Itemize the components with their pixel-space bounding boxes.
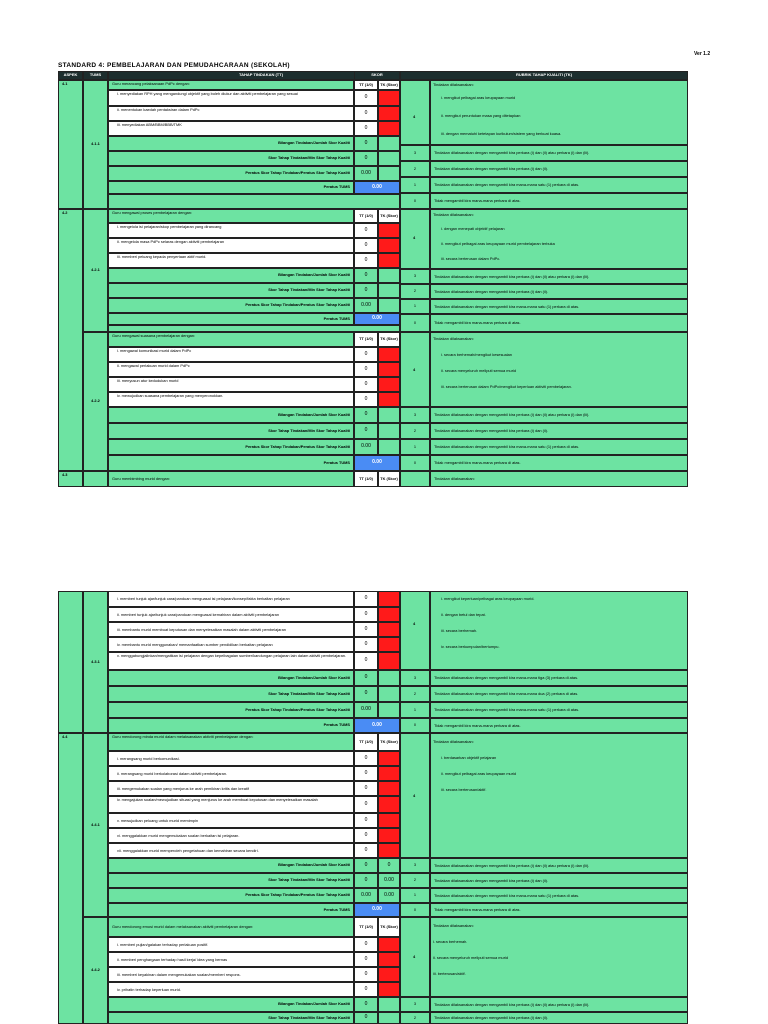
skor-tk [378, 151, 400, 166]
tt-item: v. menggabungjalinkan/mengaitkan isi pelajaran dengan kepelbagaian sumber/kandungan pelajaran lain dalam aktiviti pembelajaran. [108, 652, 354, 670]
peratus-label: Peratus Skor Tahap Tindakan/Peratus Skor Tahap Kualiti [108, 888, 354, 903]
tums-4-1-1: 4.1.1 [83, 80, 108, 209]
rubric-item: ii. mengikut pelbagai aras keupayaan murid [441, 771, 517, 776]
rubric-item: iii. secara berhemah. [441, 628, 478, 633]
tums-label: Peratus TUMS [108, 455, 354, 471]
bilangan-label: Bilangan Tindakan/Jumlah Skor Kualiti [108, 136, 354, 151]
rubric-level-2: 2 [400, 686, 430, 702]
peratus-value: 0.00 [354, 439, 378, 455]
tt-col-label: TT (1/0) [354, 332, 378, 347]
tk-score-cell[interactable] [378, 121, 400, 136]
tums-percent: 0.00 [354, 181, 400, 194]
tums-blank [83, 471, 108, 487]
rubric-item: iv. secara berkumpulan/bertumpu. [441, 644, 500, 649]
tt-intro: Guru mengawal suasana pembelajaran dengan: [108, 332, 354, 347]
col-header-tt: TAHAP TINDAKAN (TT) [108, 71, 414, 80]
col-header-tk: RUBRIK TAHAP KUALITI (TK) [400, 71, 688, 80]
rubric-item: iii. secara berterusan/aktif. [441, 787, 487, 792]
bilangan-label: Bilangan Tindakan/Jumlah Skor Kualiti [108, 997, 354, 1012]
sheet-page-2 [58, 591, 688, 1024]
peratus-tk [378, 702, 400, 718]
rubric-level-3: 3 [400, 269, 430, 284]
aspek-4-1: 4.1 [58, 80, 83, 209]
version-label: Ver 1.2 [694, 51, 711, 57]
tt-item: i. mengawal komunikasi murid dalam PdPc [108, 347, 354, 362]
peratus-label: Peratus Skor Tahap Tindakan/Peratus Skor Tahap Kualiti [108, 702, 354, 718]
tt-input[interactable]: 0 [354, 253, 378, 268]
rubric-level-2: 2 [400, 161, 430, 177]
rubric-level-2: 2 [400, 423, 430, 439]
peratus-label: Peratus Skor Tahap Tindakan/Peratus Skor Tahap Kualiti [108, 166, 354, 181]
aspek-4-3: 4.3 [58, 471, 83, 487]
rubric-level-3: 3 [400, 670, 430, 686]
rubric-desc-0: Tidak mengambil kira mana-mana perkara di atas. [430, 455, 688, 471]
peratus-tk [378, 298, 400, 313]
bilangan-label: Bilangan Tindakan/Jumlah Skor Kualiti [108, 670, 354, 686]
tums-percent: 0.00 [354, 903, 400, 917]
skor-tk [378, 423, 400, 439]
skor-value: 0 [354, 1012, 378, 1024]
bilangan-value: 0 [354, 407, 378, 423]
tums-label: Peratus TUMS [108, 718, 354, 733]
tk-score-cell[interactable] [378, 377, 400, 392]
tt-intro: Guru merancang pelaksanaan PdPc dengan: [108, 80, 354, 90]
tt-input[interactable]: 0 [354, 607, 378, 622]
peratus-tk [378, 166, 400, 181]
tt-input[interactable]: 0 [354, 121, 378, 136]
tt-input[interactable]: 0 [354, 362, 378, 377]
tt-input[interactable]: 0 [354, 796, 378, 813]
peratus-value: 0.00 [354, 166, 378, 181]
peratus-value: 0.00 [354, 888, 378, 903]
tt-item: iii. menyediakan ABM/BBM/BBB/TMK [108, 121, 354, 136]
tk-score-cell[interactable] [378, 106, 400, 121]
tk-score-cell[interactable] [378, 813, 400, 828]
tk-score-cell[interactable] [378, 362, 400, 377]
rubric-description [430, 332, 688, 407]
bilangan-value: 0 [354, 670, 378, 686]
tums-percent: 0.00 [354, 718, 400, 733]
aspek-4-4: 4.4 [58, 733, 83, 1024]
rubric-description [430, 733, 688, 858]
rubric-desc-2: Tindakan dilaksanakan dengan mengambil kira perkara (i) dan (ii). [430, 423, 688, 439]
tt-item: vi. menggalakkan murid mengemukakan soalan berkaitan isi pelajaran. [108, 828, 354, 843]
tt-input[interactable]: 0 [354, 843, 378, 858]
rubric-desc-0: Tidak mengambil kira mana-mana perkara di atas. [430, 718, 688, 733]
tk-score-cell[interactable] [378, 982, 400, 997]
rubric-level-1: 1 [400, 299, 430, 314]
rubric-level-col [400, 591, 430, 670]
bilangan-label: Bilangan Tindakan/Jumlah Skor Kualiti [108, 858, 354, 873]
rubric-description [430, 209, 688, 269]
tt-input[interactable]: 0 [354, 591, 378, 607]
tt-item: iv. mengajukan soalan/mewujudkan situasi yang menjurus ke arah membuat keputusan dan menyelesaikan masalah [108, 796, 354, 813]
rubric-desc-0: Tidak mengambil kira mana-mana perkara di atas. [430, 903, 688, 917]
rubric-desc-2: Tindakan dilaksanakan dengan mengambil kira perkara (i) dan (ii). [430, 1012, 688, 1024]
tk-col-label: TK (Skor) [378, 733, 400, 751]
rubric-item: iii. dengan mematuhi ketetapan kurikulum/sistem yang berkuat kuasa. [441, 131, 562, 136]
bilangan-tk [378, 407, 400, 423]
tums-4-2-1: 4.2.1 [83, 209, 108, 332]
tt-input[interactable]: 0 [354, 347, 378, 362]
tums-percent: 0.00 [354, 455, 400, 471]
tums-4-3-1: 4.3.1 [83, 591, 108, 733]
tk-score-cell[interactable] [378, 347, 400, 362]
rubric-level-1: 1 [400, 702, 430, 718]
skor-label: Skor Tahap Tindakan/Min Skor Tahap Kualiti [108, 1012, 354, 1024]
tt-item: ii. mengawal perlakuan murid dalam PdPc [108, 362, 354, 377]
rubric-item: ii. secara menyeluruh meliputi semua murid [441, 368, 517, 373]
bilangan-tk [378, 670, 400, 686]
rubric-description [430, 80, 688, 145]
tt-col-label: TT (1/0) [354, 209, 378, 223]
tt-input[interactable]: 0 [354, 106, 378, 121]
skor-value: 0 [354, 151, 378, 166]
rubric-intro: Tindakan dilaksanakan: [433, 739, 474, 744]
tt-item: iv. prihatin terhadap keperluan murid. [108, 982, 354, 997]
tt-input[interactable]: 0 [354, 90, 378, 106]
col-header-aspek: ASPEK [58, 71, 83, 80]
skor-label: Skor Tahap Tindakan/Min Skor Tahap Kualiti [108, 873, 354, 888]
skor-tk [378, 283, 400, 298]
rubric-desc-1: Tindakan dilaksanakan dengan mengambil kira mana-mana satu (1) perkara di atas. [430, 702, 688, 718]
tums-label: Peratus TUMS [108, 903, 354, 917]
spacer [108, 325, 400, 332]
tk-score-cell[interactable] [378, 796, 400, 813]
tk-col-label: TK (Skor) [378, 80, 400, 90]
rubric-intro: Tindakan dilaksanakan: [433, 82, 474, 87]
skor-label: Skor Tahap Tindakan/Min Skor Tahap Kualiti [108, 283, 354, 298]
rubric-level-0: 0 [400, 455, 430, 471]
rubric-level-4: 4 [413, 793, 416, 798]
skor-label: Skor Tahap Tindakan/Min Skor Tahap Kualiti [108, 423, 354, 439]
col-header-tums: TUMS [83, 71, 108, 80]
rubric-level-col [400, 471, 430, 487]
rubric-desc-2: Tindakan dilaksanakan dengan mengambil kira mana-mana dua (2) perkara di atas. [430, 686, 688, 702]
rubric-level-2: 2 [400, 1012, 430, 1024]
rubric-level-col [400, 80, 430, 145]
tk-score-cell[interactable] [378, 937, 400, 952]
rubric-item: iii. secara berterusan dalam PdPc/mengikut keperluan aktiviti pembelajaran. [441, 384, 572, 389]
tt-input[interactable]: 0 [354, 652, 378, 670]
rubric-item: ii. mengikut peruntukan masa yang ditetapkan [441, 113, 521, 118]
tt-item: iii. memberi peluang kepada penyertaan aktif murid. [108, 253, 354, 268]
skor-label: Skor Tahap Tindakan/Min Skor Tahap Kualiti [108, 151, 354, 166]
tt-item: iii. membantu murid membuat keputusan dan menyelesaikan masalah dalam aktiviti pembelajaran [108, 622, 354, 637]
peratus-label: Peratus Skor Tahap Tindakan/Peratus Skor Tahap Kualiti [108, 298, 354, 313]
rubric-item: i. berdasarkan objektif pelajaran [441, 755, 497, 760]
rubric-item: ii. mengikut pelbagai aras keupayaan murid pembelajaran terbuka [441, 241, 555, 246]
skor-value: 0 [354, 686, 378, 702]
skor-tk-value: 0.00 [378, 873, 400, 888]
tk-score-cell[interactable] [378, 637, 400, 652]
tt-item: iv. membantu murid menggunakan/ memanfaatkan sumber pendidikan berkaitan pelajaran [108, 637, 354, 652]
tt-input[interactable]: 0 [354, 982, 378, 997]
tt-input[interactable]: 0 [354, 751, 378, 766]
rubric-desc-3: Tindakan dilaksanakan dengan mengambil kira perkara (i) dan (ii) atau perkara (i) dan (iii). [430, 407, 688, 423]
rubric-desc-0: Tidak mengambil kira mana-mana perkara di atas. [430, 314, 688, 332]
rubric-description [430, 591, 688, 670]
tk-score-cell[interactable] [378, 967, 400, 982]
tt-col-label: TT (1/0) [354, 733, 378, 751]
tk-score-cell[interactable] [378, 90, 400, 106]
tt-input[interactable]: 0 [354, 967, 378, 982]
skor-value: 0 [354, 423, 378, 439]
tums-percent: 0.00 [354, 313, 400, 325]
rubric-level-1: 1 [400, 888, 430, 903]
tt-item: i. mengelola isi pelajaran/skop pembelajaran yang dirancang [108, 223, 354, 238]
rubric-description [430, 917, 688, 997]
tt-item: vii. menggalakkan murid memperoleh pengetahuan dan kemahiran secara kendiri. [108, 843, 354, 858]
rubric-item: iii. secara berterusan dalam PdPc. [441, 256, 501, 261]
bilangan-tk-value: 0 [378, 858, 400, 873]
rubric-desc-1: Tindakan dilaksanakan dengan mengambil kira mana-mana satu (1) perkara di atas. [430, 439, 688, 455]
rubric-level-4: 4 [413, 621, 416, 626]
rubric-intro: Tindakan dilaksanakan: [430, 471, 688, 487]
rubric-desc-0: Tidak mengambil kira mana-mana perkara di atas. [430, 193, 688, 209]
tt-item: iii. mengemukakan soalan yang menjurus ke arah pemikiran kritis dan kreatif [108, 781, 354, 796]
rubric-desc-3: Tindakan dilaksanakan dengan mengambil kira perkara (i) dan (ii) atau perkara (i) dan (iii). [430, 145, 688, 161]
rubric-desc-3: Tindakan dilaksanakan dengan mengambil kira perkara (i) dan (ii) atau perkara (i) dan (iii). [430, 858, 688, 873]
bilangan-value: 0 [354, 268, 378, 283]
tk-score-cell[interactable] [378, 751, 400, 766]
rubric-level-4: 4 [413, 367, 416, 372]
tums-4-4-1: 4.4.1 [83, 733, 108, 917]
peratus-tk [378, 439, 400, 455]
rubric-level-3: 3 [400, 997, 430, 1012]
rubric-item: iii. berterusan/aktif. [433, 971, 466, 976]
tums-4-2-2: 4.2.2 [83, 332, 108, 471]
tk-score-cell[interactable] [378, 253, 400, 268]
tt-col-label: TT (1/0) [354, 471, 378, 487]
rubric-level-0: 0 [400, 718, 430, 733]
tt-item: i. memberi tunjuk ajar/tunjuk cara/panduan menguasai isi pelajaran/konsep/fakta berkaitan pelajaran [108, 591, 354, 607]
rubric-intro: Tindakan dilaksanakan: [433, 212, 474, 217]
rubric-level-0: 0 [400, 314, 430, 332]
tt-item: iv. mewujudkan suasana pembelajaran yang menyeronokkan. [108, 392, 354, 407]
bilangan-label: Bilangan Tindakan/Jumlah Skor Kualiti [108, 268, 354, 283]
rubric-level-0: 0 [400, 193, 430, 209]
aspek-4-3-cont [58, 591, 83, 733]
tt-item: i. merangsang murid berkomunikasi. [108, 751, 354, 766]
tt-input[interactable]: 0 [354, 637, 378, 652]
tt-item: ii. mengelola masa PdPc selaras dengan aktiviti pembelajaran [108, 238, 354, 253]
tt-input[interactable]: 0 [354, 937, 378, 952]
tt-input[interactable]: 0 [354, 813, 378, 828]
rubric-desc-3: Tindakan dilaksanakan dengan mengambil kira perkara (i) dan (ii) atau perkara (i) dan (iii). [430, 997, 688, 1012]
tk-score-cell[interactable] [378, 828, 400, 843]
rubric-level-4: 4 [413, 954, 416, 959]
aspek-4-2: 4.2 [58, 209, 83, 471]
tt-item: ii. menentukan kaedah pentaksiran dalam PdPc [108, 106, 354, 121]
rubric-desc-3: Tindakan dilaksanakan dengan mengambil kira mana-mana tiga (3) perkara di atas. [430, 670, 688, 686]
tt-intro: Guru mendorong minda murid dalam melaksanakan aktiviti pembelajaran dengan: [108, 733, 354, 751]
tk-score-cell[interactable] [378, 766, 400, 781]
sheet-page-1 [58, 71, 688, 487]
tt-item: i. menyediakan RPH yang mengandungi objektif yang boleh diukur dan aktiviti pembelajaran yang sesuai [108, 90, 354, 106]
tt-item: ii. memberi tunjuk ajar/tunjuk cara/panduan menguasai kemahiran dalam aktiviti pembelajaran [108, 607, 354, 622]
rubric-desc-2: Tindakan dilaksanakan dengan mengambil kira perkara (i) dan (ii). [430, 873, 688, 888]
rubric-desc-2: Tindakan dilaksanakan dengan mengambil kira perkara (i) dan (ii). [430, 284, 688, 299]
bilangan-tk [378, 997, 400, 1012]
tums-label: Peratus TUMS [108, 313, 354, 325]
rubric-item: i. dengan menepati objektif pelajaran [441, 226, 505, 231]
tt-input[interactable]: 0 [354, 377, 378, 392]
skor-tk [378, 686, 400, 702]
peratus-value: 0.00 [354, 298, 378, 313]
rubric-item: i. secara berhemah. [433, 939, 468, 944]
rubric-level-3: 3 [400, 407, 430, 423]
rubric-level-2: 2 [400, 873, 430, 888]
tt-item: iii. memberi keyakinan dalam mengemukakan soalan/memberi respons. [108, 967, 354, 982]
skor-value: 0 [354, 873, 378, 888]
tk-score-cell[interactable] [378, 238, 400, 253]
tt-input[interactable]: 0 [354, 392, 378, 407]
rubric-level-1: 1 [400, 177, 430, 193]
rubric-desc-2: Tindakan dilaksanakan dengan mengambil kira perkara (i) dan (ii). [430, 161, 688, 177]
peratus-label: Peratus Skor Tahap Tindakan/Peratus Skor Tahap Kualiti [108, 439, 354, 455]
tk-score-cell[interactable] [378, 622, 400, 637]
tk-score-cell[interactable] [378, 781, 400, 796]
rubric-item: ii. secara menyeluruh meliputi semua murid [433, 955, 509, 960]
rubric-intro: Tindakan dilaksanakan: [433, 336, 474, 341]
skor-label: Skor Tahap Tindakan/Min Skor Tahap Kualiti [108, 686, 354, 702]
tt-intro: Guru mengawal proses pembelajaran dengan: [108, 209, 354, 223]
tt-input[interactable]: 0 [354, 952, 378, 967]
tt-item: v. mewujudkan peluang untuk murid memimpin [108, 813, 354, 828]
bilangan-label: Bilangan Tindakan/Jumlah Skor Kualiti [108, 407, 354, 423]
rubric-item: ii. dengan betul dan tepat. [441, 612, 486, 617]
spacer [108, 194, 400, 209]
tums-4-4-2: 4.4.2 [83, 917, 108, 1024]
tk-score-cell[interactable] [378, 223, 400, 238]
bilangan-tk [378, 136, 400, 151]
tk-col-label: TK (Skor) [378, 917, 400, 937]
tt-input[interactable]: 0 [354, 766, 378, 781]
rubric-intro: Tindakan dilaksanakan: [433, 923, 474, 928]
bilangan-value: 0 [354, 858, 378, 873]
rubric-item: i. secara berhemah/mengikut kesesuaian [441, 352, 512, 357]
peratus-tk-value: 0.00 [378, 888, 400, 903]
tt-input[interactable]: 0 [354, 622, 378, 637]
rubric-desc-1: Tindakan dilaksanakan dengan mengambil kira mana-mana satu (1) perkara di atas. [430, 177, 688, 193]
tt-intro: Guru mendorong emosi murid dalam melaksanakan aktiviti pembelajaran dengan: [108, 917, 354, 937]
rubric-desc-3: Tindakan dilaksanakan dengan mengambil kira perkara (i) dan (ii) atau perkara (i) dan (iii). [430, 269, 688, 284]
tt-col-label: TT (1/0) [354, 917, 378, 937]
tk-score-cell[interactable] [378, 607, 400, 622]
peratus-value: 0.00 [354, 702, 378, 718]
tt-intro: Guru membimbing murid dengan: [108, 471, 354, 487]
rubric-level-3: 3 [400, 145, 430, 161]
rubric-desc-1: Tindakan dilaksanakan dengan mengambil kira mana-mana satu (1) perkara di atas. [430, 299, 688, 314]
col-header-skor: SKOR [354, 71, 400, 80]
skor-value: 0 [354, 283, 378, 298]
tk-col-label: TK (Skor) [378, 471, 400, 487]
tt-item: i. memberi pujian/galakan terhadap perlakuan positif. [108, 937, 354, 952]
tums-label: Peratus TUMS [108, 181, 354, 194]
tk-score-cell[interactable] [378, 843, 400, 858]
rubric-item: i. mengikut keperluan/pelbagai aras keupayaan murid. [441, 596, 535, 601]
bilangan-tk [378, 268, 400, 283]
tk-score-cell[interactable] [378, 652, 400, 670]
tt-item: iii. menyusun atur kedudukan murid [108, 377, 354, 392]
tt-input[interactable]: 0 [354, 223, 378, 238]
rubric-level-0: 0 [400, 903, 430, 917]
tk-col-label: TK (Skor) [378, 332, 400, 347]
rubric-item: i. mengikut pelbagai aras keupayaan murid [441, 95, 516, 100]
rubric-desc-1: Tindakan dilaksanakan dengan mengambil kira mana-mana satu (1) perkara di atas. [430, 888, 688, 903]
rubric-level-4: 4 [413, 235, 416, 240]
rubric-level-2: 2 [400, 284, 430, 299]
tk-col-label: TK (Skor) [378, 209, 400, 223]
rubric-level-3: 3 [400, 858, 430, 873]
page-title: STANDARD 4: PEMBELAJARAN DAN PEMUDAHCARAAN (SEKOLAH) [58, 62, 290, 69]
tt-item: ii. merangsang murid berkolaborasi dalam aktiviti pembelajaran. [108, 766, 354, 781]
bilangan-value: 0 [354, 136, 378, 151]
tk-score-cell[interactable] [378, 952, 400, 967]
rubric-level-4: 4 [413, 114, 416, 119]
tk-score-cell[interactable] [378, 392, 400, 407]
rubric-level-1: 1 [400, 439, 430, 455]
tt-input[interactable]: 0 [354, 828, 378, 843]
tt-input[interactable]: 0 [354, 238, 378, 253]
tt-item: ii. memberi penghargaan terhadap hasil kerja/ idea yang bernas [108, 952, 354, 967]
skor-tk [378, 1012, 400, 1024]
tt-input[interactable]: 0 [354, 781, 378, 796]
tk-score-cell[interactable] [378, 591, 400, 607]
tt-col-label: TT (1/0) [354, 80, 378, 90]
bilangan-value: 0 [354, 997, 378, 1012]
